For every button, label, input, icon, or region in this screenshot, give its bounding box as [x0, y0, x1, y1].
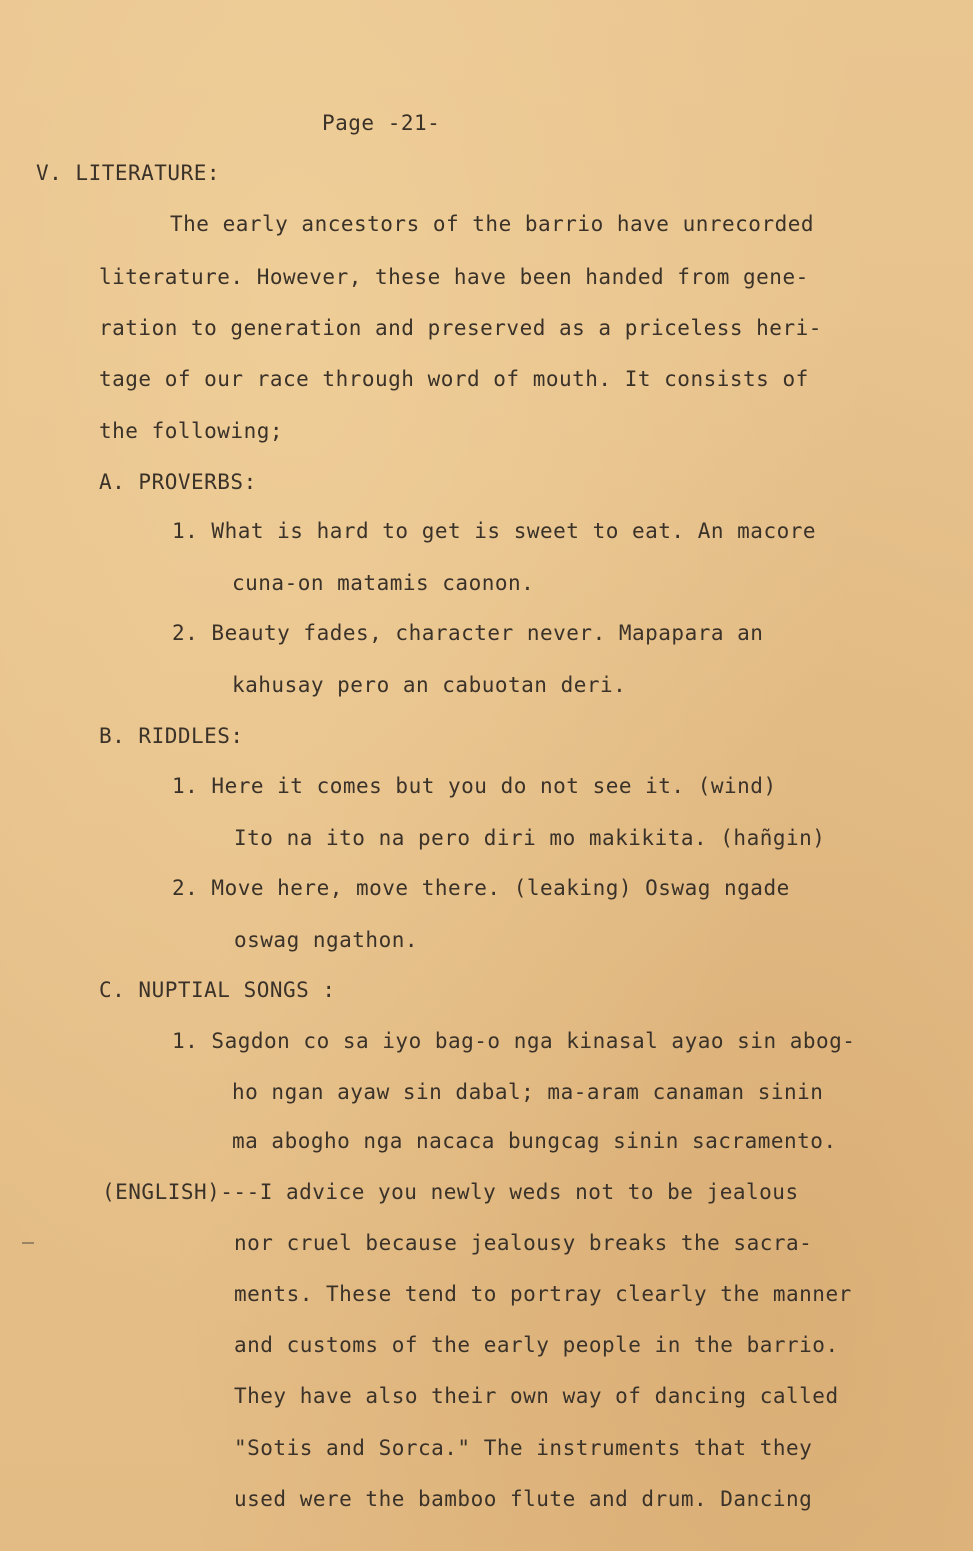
- english-translation-line-7: used were the bamboo flute and drum. Dancing: [234, 1487, 813, 1511]
- english-translation-line-4: and customs of the early people in the barrio.: [234, 1333, 839, 1357]
- english-text-1: I advice you newly weds not to be jealous: [259, 1180, 799, 1204]
- intro-line-5: the following;: [99, 419, 284, 443]
- proverb-2-line-2: kahusay pero an cabuotan deri.: [232, 673, 627, 697]
- proverb-1-line-1: 1. What is hard to get is sweet to eat. An macore: [172, 519, 817, 543]
- riddle-2-line-1: 2. Move here, move there. (leaking) Oswag ngade: [172, 876, 790, 900]
- english-translation-line-3: ments. These tend to portray clearly the manner: [234, 1282, 852, 1306]
- margin-dash-mark: [22, 1242, 34, 1244]
- english-translation-line-1: [102, 1180, 799, 1204]
- page-number: Page -21-: [322, 111, 441, 135]
- english-translation-line-2: nor cruel because jealousy breaks the sacra-: [234, 1231, 813, 1255]
- intro-line-4: tage of our race through word of mouth. It consists of: [99, 367, 809, 391]
- english-translation-line-6: "Sotis and Sorca." The instruments that they: [234, 1436, 813, 1460]
- proverbs-heading: A. PROVERBS:: [99, 470, 257, 494]
- riddle-1-line-1: 1. Here it comes but you do not see it. (wind): [172, 774, 777, 798]
- riddle-1-line-2: Ito na ito na pero diri mo makikita. (hañgin): [234, 826, 826, 850]
- riddles-heading: B. RIDDLES:: [99, 724, 244, 748]
- intro-line-2: literature. However, these have been handed from gene-: [99, 265, 809, 289]
- proverb-2-line-1: 2. Beauty fades, character never. Mapapara an: [172, 621, 764, 645]
- songs-heading: C. NUPTIAL SONGS :: [99, 978, 336, 1002]
- song-1-line-1: 1. Sagdon co sa iyo bag-o nga kinasal ayao sin abog-: [172, 1029, 856, 1053]
- intro-line-3: ration to generation and preserved as a priceless heri-: [99, 316, 822, 340]
- intro-line-1: The early ancestors of the barrio have unrecorded: [170, 212, 815, 236]
- english-translation-line-5: They have also their own way of dancing called: [234, 1384, 839, 1408]
- proverb-1-line-2: cuna-on matamis caonon.: [232, 571, 535, 595]
- section-title: V. LITERATURE:: [36, 161, 221, 185]
- riddle-2-line-2: oswag ngathon.: [234, 928, 419, 952]
- english-label: (ENGLISH)---: [102, 1180, 260, 1204]
- song-1-line-3: ma abogho nga nacaca bungcag sinin sacramento.: [232, 1129, 837, 1153]
- song-1-line-2: ho ngan ayaw sin dabal; ma-aram canaman sinin: [232, 1080, 824, 1104]
